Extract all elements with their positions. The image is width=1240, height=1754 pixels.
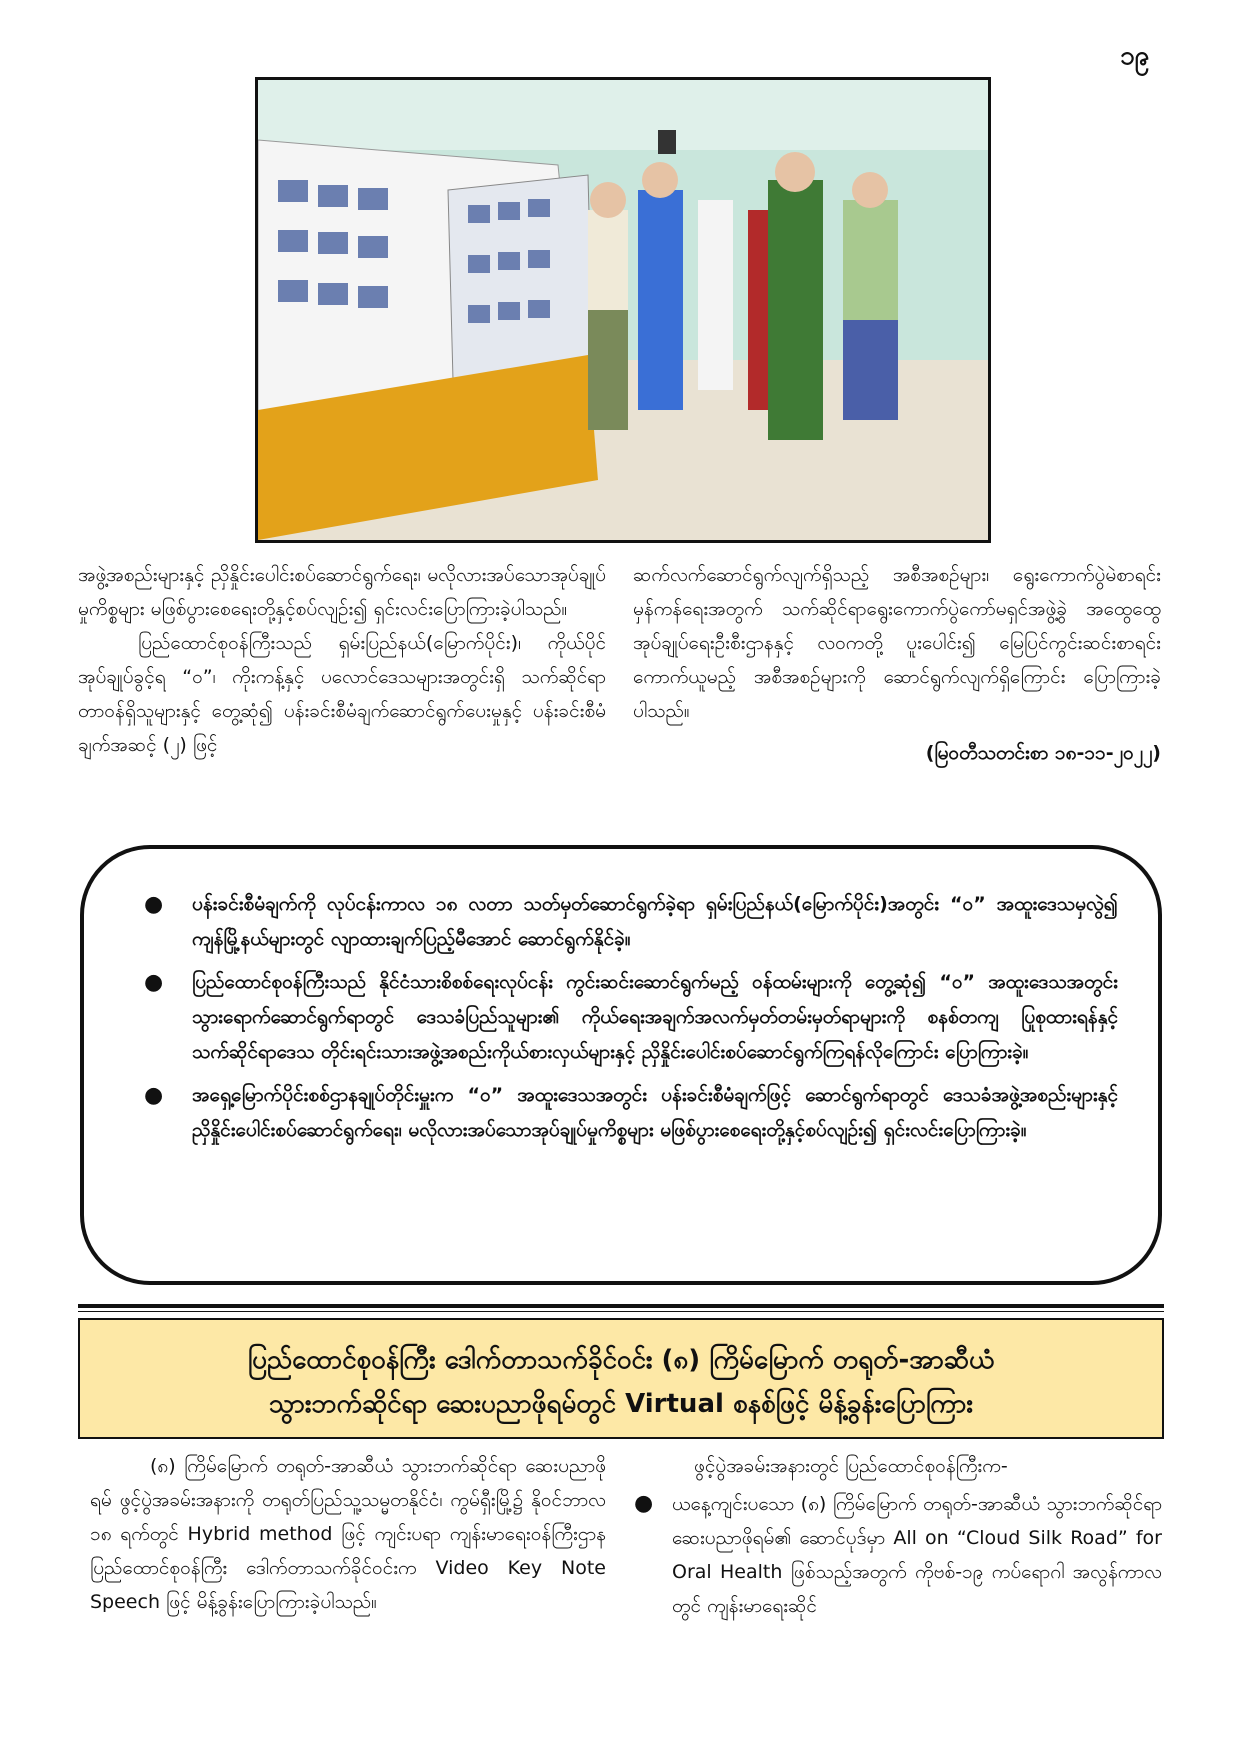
bottom-article-right-column [634, 1449, 1162, 1623]
section-divider-thin [78, 1311, 1164, 1312]
top-left-paragraph-1: အဖွဲ့အစည်းများနှင့် ညှိနှိုင်းပေါင်းစပ်ဆောင်ရွက်ရေး၊ မလိုလားအပ်သောအုပ်ချုပ်မှုကိစ္စများ မဖြစ်ပွားစေရေးတို့နှင့်စပ်လျဉ်း၍ ရှင်းလင်းပြောကြားခဲ့ပါသည်။ [78, 564, 606, 620]
bullet-icon: ● [144, 892, 164, 917]
bottom-article-left-column [90, 1449, 606, 1619]
headline-line-1: ပြည်ထောင်စုဝန်ကြီး ဒေါက်တာသက်ခိုင်ဝင်း (၈) ကြိမ်မြောက် တရုတ်-အာဆီယံ [247, 1345, 995, 1375]
top-right-paragraph: ဆက်လက်ဆောင်ရွက်လျက်ရှိသည့် အစီအစဉ်များ၊ ရွေးကောက်ပွဲမဲစာရင်းမှန်ကန်ရေးအတွက် သက်ဆိုင်ရာရွေးကောက်ပွဲကော်မရှင်အဖွဲ့ခွဲ အထွေထွေအုပ်ချုပ်ရေးဦးစီးဌာနနှင့် လဝကတို့ ပူးပေါင်း၍ မြေပြင်ကွင်းဆင်းစာရင်းကောက်ယူမည့် အစီအစဉ်များကို ဆောင်ရွက်လျက်ရှိကြောင်း ပြောကြားခဲ့ပါသည်။ [633, 564, 1161, 722]
highlights-box [80, 845, 1162, 1285]
speech-bullet-text: ယနေ့ကျင်းပသော (၈) ကြိမ်မြောက် တရုတ်-အာဆီယံ သွားဘက်ဆိုင်ရာဆေးပညာဖိုရမ်၏ ဆောင်ပုဒ်မှာ All on “Cloud Silk Road” for Oral Health ဖြစ်သည့်အတွက် ကိုဗစ်-၁၉ ကပ်ရောဂါ အလွန်ကာလတွင် ကျန်းမာရေးဆိုင် [672, 1493, 1162, 1617]
highlight-text: အရှေ့မြောက်ပိုင်းစစ်ဌာနချုပ်တိုင်းမှူးက “ဝ” အထူးဒေသအတွင်း ပန်းခင်းစီမံချက်ဖြင့် ဆောင်ရွက်ရာတွင် ဒေသခံအဖွဲ့အစည်းများနှင့် ညှိနှိုင်းပေါင်းစပ်ဆောင်ရွက်ရေး၊ မလိုလားအပ်သောအုပ်ချုပ်မှုကိစ္စများ မဖြစ်ပွားစေရေးတို့နှင့်စပ်လျဉ်း၍ ရှင်းလင်းပြောကြားခဲ့။ [192, 1084, 1118, 1141]
bottom-left-paragraph: (၈) ကြိမ်မြောက် တရုတ်-အာဆီယံ သွားဘက်ဆိုင်ရာ ဆေးပညာဖိုရမ် ဖွင့်ပွဲအခမ်းအနားကို တရုတ်ပြည်သူ့သမ္မတနိုင်ငံ၊ ကွမ်ရှီးမြို့၌ နိုဝင်ဘာလ ၁၈ ရက်တွင် Hybrid method ဖြင့် ကျင်းပရာ ကျန်းမာရေးဝန်ကြီးဌာန ပြည်ထောင်စုဝန်ကြီး ဒေါက်တာသက်ခိုင်ဝင်းက Video Key Note Speech ဖြင့် မိန့်ခွန်းပြောကြားခဲ့ပါသည်။ [90, 1455, 606, 1613]
top-article-left-column [78, 558, 606, 762]
bullet-icon: ● [634, 1491, 654, 1516]
news-photo [255, 77, 991, 543]
highlight-item [144, 965, 1118, 1070]
headline-line-2: သွားဘက်ဆိုင်ရာ ဆေးပညာဖိုရမ်တွင် Virtual စနစ်ဖြင့် မိန့်ခွန်းပြောကြား [269, 1389, 973, 1419]
headline-box [78, 1318, 1164, 1439]
highlight-item [144, 1078, 1118, 1148]
news-source: (မြဝတီသတင်းစာ ၁၈-၁၁-၂၀၂၂) [925, 742, 1161, 764]
highlight-text: ပြည်ထောင်စုဝန်ကြီးသည် နိုင်ငံသားစိစစ်ရေးလုပ်ငန်း ကွင်းဆင်းဆောင်ရွက်မည့် ဝန်ထမ်းများကို တွေ့ဆုံ၍ “ဝ” အထူးဒေသအတွင်း သွားရောက်ဆောင်ရွက်ရာတွင် ဒေသခံပြည်သူများ၏ ကိုယ်ရေးအချက်အလက်မှတ်တမ်းမှတ်ရာများကို စနစ်တကျ ပြုစုထားရန်နှင့် သက်ဆိုင်ရာဒေသ တိုင်းရင်းသားအဖွဲ့အစည်းကိုယ်စားလှယ်များနှင့် ညှိနှိုင်းပေါင်းစပ်ဆောင်ရွက်ကြရန်လိုကြောင်း ပြောကြားခဲ့။ [192, 971, 1118, 1063]
bottom-right-lead: ဖွင့်ပွဲအခမ်းအနားတွင် ပြည်ထောင်စုဝန်ကြီးက- [694, 1455, 1008, 1477]
bullet-icon: ● [144, 970, 164, 995]
bullet-icon: ● [144, 1083, 164, 1108]
top-article-right-column [633, 558, 1161, 770]
highlight-text: ပန်းခင်းစီမံချက်ကို လုပ်ငန်းကာလ ၁၈ လတာ သတ်မှတ်ဆောင်ရွက်ခဲ့ရာ ရှမ်းပြည်နယ်(မြောက်ပိုင်း)အတွင်း “ဝ” အထူးဒေသမှလွဲ၍ ကျန်မြို့နယ်များတွင် လျာထားချက်ပြည့်မီအောင် ဆောင်ရွက်နိုင်ခဲ့။ [192, 893, 1118, 950]
exhibition-photo-illustration [258, 80, 988, 540]
speech-bullet-item [634, 1487, 1162, 1623]
section-divider [78, 1304, 1164, 1308]
page-number: ၁၉ [1120, 41, 1150, 71]
highlight-item [144, 887, 1118, 957]
top-left-paragraph-2: ပြည်ထောင်စုဝန်ကြီးသည် ရှမ်းပြည်နယ်(မြောက်ပိုင်း)၊ ကိုယ်ပိုင်အုပ်ချုပ်ခွင့်ရ “ဝ”၊ ကိုးကန့်နှင့် ပလောင်ဒေသများအတွင်းရှိ သက်ဆိုင်ရာတာဝန်ရှိသူများနှင့် တွေ့ဆုံ၍ ပန်းခင်းစီမံချက်ဆောင်ရွက်ပေးမှုနှင့် ပန်းခင်းစီမံချက်အဆင့် (၂) ဖြင့် [78, 632, 606, 756]
